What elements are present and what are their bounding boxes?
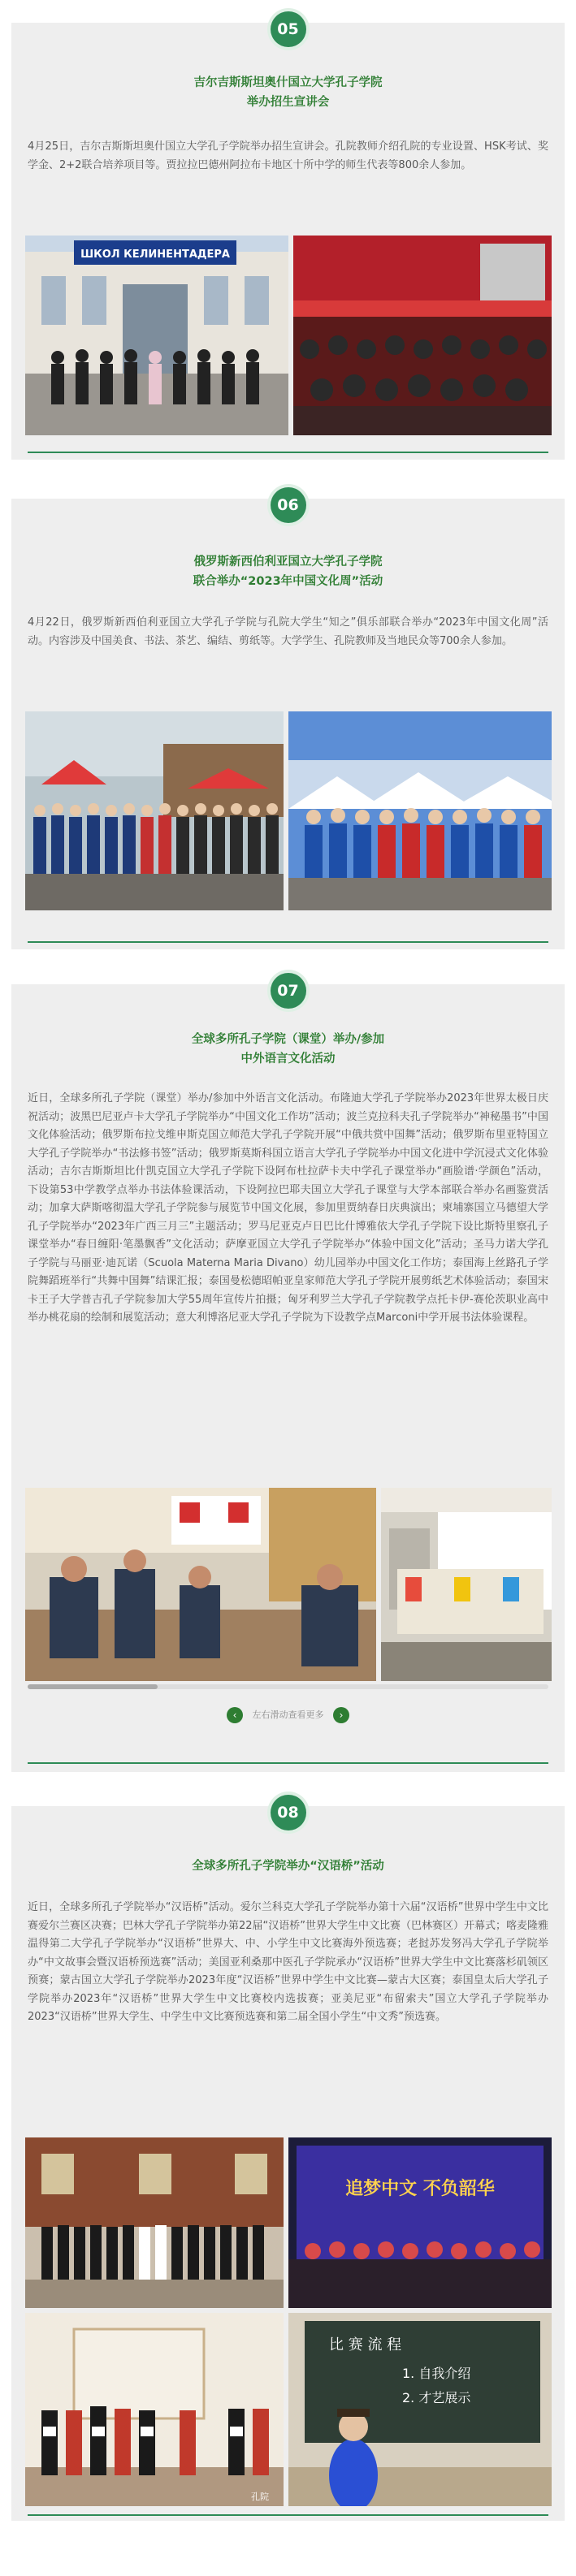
section-title-line1: 俄罗斯新西伯利亚国立大学孔子学院 — [193, 555, 383, 568]
blackboard-line3: 2. 才艺展示 — [402, 2390, 471, 2405]
school-sign-text: ШКОЛ КЕЛИНЕНТАДЕРА — [80, 249, 230, 261]
section-title-line2: 举办招生宣讲会 — [246, 96, 330, 109]
blackboard-singer-photo — [288, 2313, 552, 2506]
students-in-courtyard-photo — [25, 2137, 284, 2308]
section-number-badge: 06 — [271, 487, 306, 523]
certificates-group-photo — [25, 2313, 284, 2506]
section-07 — [11, 984, 565, 1772]
carousel-right-arrow-icon[interactable]: › — [333, 1707, 349, 1723]
section-08 — [11, 1806, 565, 2521]
section-divider — [28, 941, 548, 943]
section-title-line1: 全球多所孔子学院（课堂）举办/参加 — [191, 1033, 385, 1046]
group-outdoor-photo — [25, 711, 284, 910]
section-title — [28, 1856, 548, 1876]
stage-banner-text: 追梦中文 不负韶华 — [345, 2179, 495, 2199]
section-05 — [11, 20, 565, 460]
section-body-text: 4月25日，吉尔吉斯斯坦奥什国立大学孔子学院举办招生宣讲会。孔院教师介绍孔院的专业设置、HSK考试、奖学金、2+2联合培养项目等。贾拉拉巴德州阿拉布卡地区十所中学的师生代表等800余人参加。 — [28, 140, 548, 171]
blackboard-line1: 比 赛 流 程 — [329, 2336, 402, 2353]
blackboard-line2: 1. 自我介绍 — [402, 2366, 471, 2381]
section-body-text: 4月22日，俄罗斯新西伯利亚国立大学孔子学院与孔院大学生“知之”俱乐部联合举办“2023年中国文化周”活动。内容涉及中国美食、书法、茶艺、编结、剪纸等。大学学生、孔院教师及当地民众等700余人参加。 — [28, 616, 548, 647]
section-title-line2: 中外语言文化活动 — [240, 1052, 336, 1065]
section-number-badge: 07 — [271, 973, 306, 1009]
section-title-line1: 吉尔吉斯斯坦奥什国立大学孔子学院 — [193, 76, 383, 89]
section-title-line2: 联合举办“2023年中国文化周”活动 — [193, 575, 383, 588]
tent-group-photo — [288, 711, 552, 910]
carousel-scrollbar[interactable] — [28, 1684, 548, 1689]
section-number-badge: 08 — [271, 1795, 306, 1830]
section-body-text: 近日，全球多所孔子学院举办“汉语桥”活动。爱尔兰科克大学孔子学院举办第十六届“汉语桥”世界中学生中文比赛爱尔兰赛区决赛；巴林大学孔子学院举办第22届“汉语桥”世界大学生中文比赛（巴林赛区）开幕式；喀麦隆雅温得第二大学孔子学院举办“汉语桥”世界大、中、小学生中文比赛海外预选赛；老挝苏发努冯大学孔子学院举办“中文故事会暨汉语桥预选赛”活动；美国亚利桑那中医孔子学院承办“汉语桥”世界大学生中文比赛落杉矶领区预赛；蒙古国立大学孔子学院举办2023年度“汉语桥”世界中学生中文比赛—蒙古大区赛；泰国皇太后大学孔子学院举办2023年“汉语桥”世界大学生中文比赛校内选拔赛；亚美尼亚“布留索夫”国立大学孔子学院举办2023“汉语桥”世界大学生、中学生中文比赛预选赛和第二届全国小学生“中文秀”预选赛。 — [28, 1901, 549, 2023]
section-number-badge: 05 — [271, 11, 306, 47]
classroom-painting-photo — [25, 1488, 376, 1681]
auditorium-photo — [293, 236, 552, 435]
section-divider — [28, 452, 548, 453]
stage-banner-photo — [288, 2137, 552, 2308]
section-title-line1: 全球多所孔子学院举办“汉语桥”活动 — [192, 1860, 384, 1873]
section-title — [28, 1030, 548, 1069]
section-title — [28, 552, 548, 591]
section-title — [28, 73, 548, 112]
classroom-whiteboard-photo — [381, 1488, 552, 1681]
carousel-scroll-hint: 左右滑动查看更多 — [252, 1709, 324, 1720]
school-building-photo — [25, 236, 288, 435]
carousel-scrollbar-thumb[interactable] — [28, 1684, 158, 1689]
section-06 — [11, 496, 565, 949]
section-divider — [28, 2514, 548, 2516]
carousel-left-arrow-icon[interactable]: ‹ — [227, 1707, 243, 1723]
carousel-controls — [11, 1707, 565, 1723]
photo-watermark: 孔院 — [251, 2492, 269, 2502]
section-divider — [28, 1762, 548, 1764]
section-body-text: 近日，全球多所孔子学院（课堂）举办/参加中外语言文化活动。布隆迪大学孔子学院举办2023年世界太极日庆祝活动；波黑巴尼亚卢卡大学孔子学院举办“中国文化工作坊”活动；波兰克拉科夫孔子学院举办“神秘墨书”中国文化体验活动；俄罗斯布拉戈维申斯克国立师范大学孔子学院开展“中俄共赏中国舞”活动；俄罗斯布里亚特国立大学孔子学院举办“书法修书签”活动；俄罗斯莫斯科国立语言大学孔子学院举办中国文化进中学沉浸式文化体验活动；吉尔吉斯斯坦比什凯克国立大学孔子学院下设阿布杜拉萨卡夫中学孔子课堂举办“画脸谱·学颜色”活动，下设第53中学教学点举办书法体验课活动，下设阿拉巴耶夫国立大学孔子课堂与大学本部联合举办名画鉴赏活动；加拿大萨斯喀彻温大学孔子学院参与展览节中国文化展，参加里贾纳春日庆典演出；柬埔寨国立马德望大学孔子学院举办“2023年广西三月三”主题活动；罗马尼亚克卢日巴比什博雅依大学孔子学院下设比斯特里察孔子课堂举办“春日缠阳·笔墨飘香”文化活动；萨摩亚国立大学孔子学院举办“体验中国文化”活动；圣马力诺大学孔子学院与马丽亚·迪瓦诺（Scuola Materna Maria Divano）幼儿园举办中国文化工作坊；泰国海上丝路孔子学院舞蹈班举行“共舞中国舞”结课汇报；泰国曼松德昭帕亚皇家师范大学孔子学院开展剪纸艺术体验活动；泰国宋卡王子大学普吉孔子学院参加大学55周年宣传片拍摄；匈牙利罗兰大学孔子学院教学点托卡伊-赛伦茨职业高中举办桃花扇的绘制和展览活动；意大利博洛尼亚大学孔子学院为下设教学点Marconi中学开展书法体验课程。 — [28, 1092, 548, 1324]
